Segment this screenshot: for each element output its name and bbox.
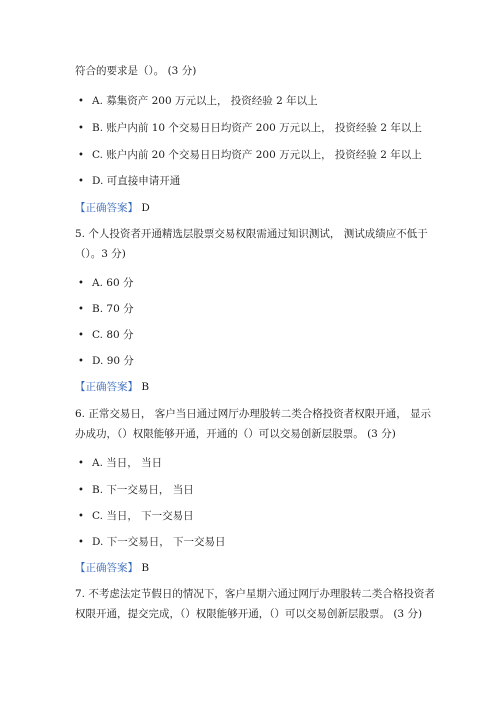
option-text: D. 下一交易日， 下一交易日	[92, 536, 226, 548]
option-text: D. 可直接申请开通	[92, 175, 181, 187]
q6-option-b	[78, 483, 440, 498]
answer-value: B	[141, 381, 150, 393]
q4-option-b	[78, 121, 440, 136]
option-text: A. 募集资产 200 万元以上， 投资经验 2 年以上	[92, 95, 318, 107]
bullet-icon: •	[78, 356, 84, 367]
q5-option-a	[78, 276, 440, 291]
q4-stem-tail: 符合的要求是（）。 (3 分)	[75, 65, 197, 77]
q7-stem-line1: 7. 不考虑法定节假日的情况下，客户星期六通过网厅办理股转二类合格投资者	[75, 588, 435, 600]
q6-option-d	[78, 535, 440, 550]
bullet-icon: •	[78, 96, 84, 107]
bullet-icon: •	[78, 537, 84, 548]
q6-option-a	[78, 456, 440, 471]
option-text: B. 70 分	[92, 303, 134, 315]
q6-option-c	[78, 509, 440, 524]
bullet-icon: •	[78, 304, 84, 315]
option-text: C. 80 分	[92, 329, 134, 341]
q7-stem-line2: 权限开通，提交完成，（）权限能够开通，（）可以交易创新层股票。 (3 分)	[75, 608, 423, 620]
option-text: A. 60 分	[92, 277, 134, 289]
option-text: B. 账户内前 10 个交易日日均资产 200 万元以上， 投资经验 2 年以上	[92, 122, 422, 134]
q4-option-c	[78, 148, 440, 163]
option-text: B. 下一交易日， 当日	[92, 484, 194, 496]
answer-value: B	[141, 562, 150, 574]
answer-label: 【正确答案】	[75, 562, 138, 574]
q5-stem-line1: 5. 个人投资者开通精选层股票交易权限需通过知识测试， 测试成绩应不低于	[75, 228, 428, 240]
bullet-icon: •	[78, 123, 84, 134]
bullet-icon: •	[78, 176, 84, 187]
option-text: C. 当日， 下一交易日	[92, 510, 194, 522]
q5-option-b	[78, 302, 440, 317]
q6-stem-line2: 办成功，（）权限能够开通，开通的（）可以交易创新层股票。 (3 分)	[75, 428, 396, 440]
q4-option-d	[78, 174, 440, 189]
q6-answer	[75, 561, 440, 575]
bullet-icon: •	[78, 485, 84, 496]
q5-stem-line2: （）。3 分)	[75, 248, 126, 260]
q4-option-a	[78, 94, 440, 109]
bullet-icon: •	[78, 150, 84, 161]
option-text: A. 当日， 当日	[92, 457, 163, 469]
q6-stem-line1: 6. 正常交易日， 客户当日通过网厅办理股转二类合格投资者权限开通， 显示	[75, 408, 432, 420]
q5-option-d	[78, 354, 440, 369]
q5-answer	[75, 380, 440, 394]
q4-answer	[75, 201, 440, 215]
option-text: C. 账户内前 20 个交易日日均资产 200 万元以上， 投资经验 2 年以上	[92, 149, 422, 161]
q5-option-c	[78, 328, 440, 343]
bullet-icon: •	[78, 278, 84, 289]
bullet-icon: •	[78, 458, 84, 469]
bullet-icon: •	[78, 330, 84, 341]
answer-value: D	[141, 202, 150, 214]
option-text: D. 90 分	[92, 355, 134, 367]
answer-label: 【正确答案】	[75, 381, 138, 393]
answer-label: 【正确答案】	[75, 202, 138, 214]
bullet-icon: •	[78, 511, 84, 522]
